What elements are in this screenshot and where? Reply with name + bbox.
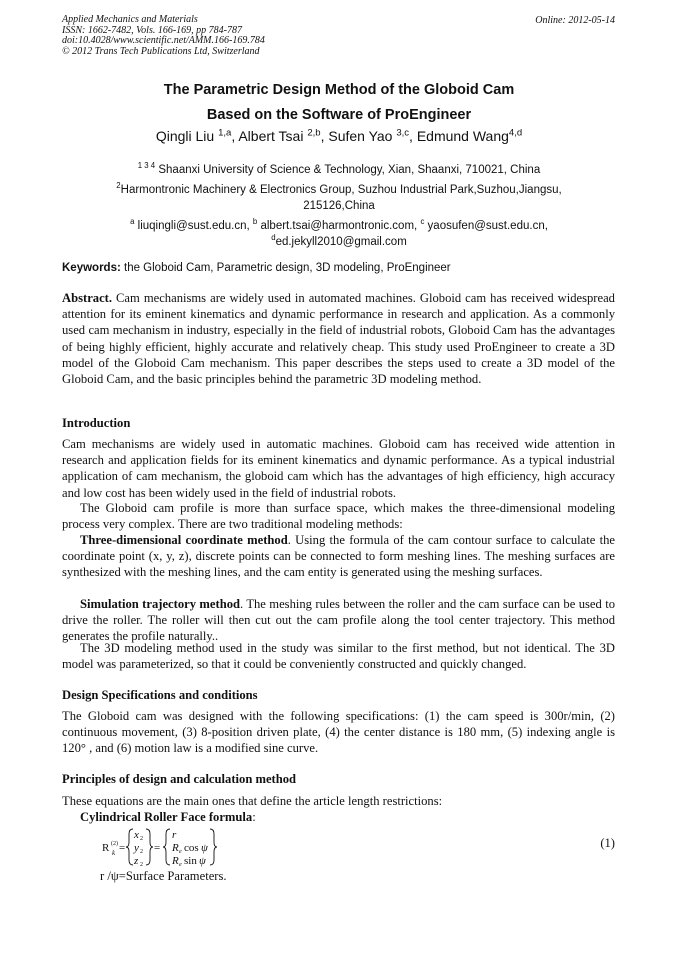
equation-1	[100, 826, 615, 868]
intro-paragraph-1: Cam mechanisms are widely used in automatic machines. Globoid cam has received wide attention in research and application fields for its eminent kinematics and dynamic performance. As a typical industrial application of cam mechanism, the globoid cam which has the advantages of high efficiency, high accuracy and low cost has been widely used in the field of industrial robots.	[62, 437, 615, 500]
keywords-text: the Globoid Cam, Parametric design, 3D modeling, ProEngineer	[124, 262, 451, 274]
section-heading-design: Design Specifications and conditions	[62, 688, 258, 702]
abstract-label: Abstract.	[62, 291, 113, 305]
svg-text:x: x	[134, 829, 139, 841]
svg-text:y: y	[134, 842, 139, 854]
email-block	[60, 218, 618, 250]
affiliation-text: Harmontronic Machinery & Electronics Group, Suzhou Industrial Park,Suzhou,Jiangsu,	[120, 184, 562, 196]
svg-text:k: k	[112, 849, 116, 857]
formula-caption	[80, 809, 480, 825]
intro-paragraph-5: The 3D modeling method used in the study was similar to the first method, but not identical. The 3D model was parameterized, so that it could be conveniently constructed and quickly changed.	[62, 641, 615, 672]
abstract	[62, 290, 615, 387]
email-a: liuqingli@sust.edu.cn,	[137, 220, 250, 232]
author-sup: 4,d	[508, 127, 523, 139]
affiliation-text: Shaanxi University of Science & Technology, Xian, Shaanxi, 710021, China	[158, 164, 541, 176]
formula-colon: :	[252, 810, 256, 824]
svg-text:e: e	[179, 862, 182, 868]
author-name: Edmund Wang	[416, 128, 509, 144]
svg-text:r: r	[172, 829, 177, 841]
author-name: Albert Tsai	[238, 128, 304, 144]
intro-paragraph-3	[62, 532, 615, 581]
svg-text:2: 2	[140, 849, 143, 855]
author-list: Qingli Liu $^{1,a}$, Albert Tsai $^{2,b}$, Sufen Yao $^{3,c}$, Edmund Wang$^{4,d}$	[155, 127, 523, 144]
issn-line: ISSN: 1662-7482, Vols. 166-169, pp 784-787	[62, 24, 242, 36]
equation-graphic	[100, 826, 240, 868]
email-sup: c	[420, 217, 425, 227]
keywords	[62, 262, 451, 274]
keywords-label: Keywords:	[62, 262, 121, 274]
svg-text:e: e	[179, 849, 182, 855]
equation-number: (1)	[600, 836, 615, 850]
author-sup: 2,b	[307, 127, 321, 139]
method-label: Three-dimensional coordinate method	[80, 533, 288, 547]
affiliation-2	[60, 182, 618, 214]
email-sup: b	[252, 217, 258, 227]
email-sup: d	[271, 233, 276, 243]
svg-text:R: R	[102, 842, 110, 854]
journal-name: Applied Mechanics and Materials	[62, 14, 198, 25]
email-b: albert.tsai@harmontronic.com,	[260, 220, 418, 232]
copyright-line: © 2012 Trans Tech Publications Ltd, Switzerland	[62, 45, 260, 57]
svg-text:z: z	[134, 855, 139, 867]
online-date: Online: 2012-05-14	[535, 15, 615, 26]
svg-text:2: 2	[140, 836, 143, 842]
principles-paragraph: These equations are the main ones that define the article length restrictions:	[62, 794, 443, 808]
affiliation-text: 215126,China	[303, 200, 375, 212]
abstract-text: Cam mechanisms are widely used in automated machines. Globoid cam has received widespread attention for its eminent kinematics and dynamic performance in research and application. As a commonly used cam mechanism in industry, especially in the field of industrial robots, Globoid Cam has the advantages of being highly efficient, highly accurate and relatively cheap. This study used ProEngineer to create a 3D model of the Globoid Cam mechanism. This paper describes the steps used to create a 3D model of the Globoid Cam, and the basic principles behind the parametric 3D modeling method.	[62, 291, 615, 387]
affiliation-sup: 1 3 4	[137, 161, 156, 171]
paper-title-line2: Based on the Software of ProEngineer	[206, 107, 472, 123]
method-text: . Using the formula of the cam contour surface to calculate the coordinate point (x, y, z), discrete points can be connected to form meshing lines. The meshing surfaces are synthesized with the meshing lines, and the cam entity is generated using the meshing surfaces.	[62, 533, 615, 580]
intro-paragraph-2: The Globoid cam profile is more than surface space, which makes the three-dimensional modeling process very complex. There are two traditional modeling methods:	[62, 501, 615, 532]
author-name: Sufen Yao	[328, 128, 393, 144]
svg-text:sin: sin	[184, 855, 197, 867]
author-name: Qingli Liu	[155, 128, 215, 144]
formula-label: Cylindrical Roller Face formula	[80, 810, 253, 824]
author-sup: 1,a	[218, 127, 232, 139]
intro-paragraph-4	[62, 596, 615, 645]
paper-title-line1: The Parametric Design Method of the Globoid Cam	[163, 82, 515, 98]
svg-text:ψ: ψ	[201, 842, 208, 854]
affiliation-sup: 2	[116, 181, 121, 191]
email-d: ed.jekyll2010@gmail.com	[275, 236, 407, 248]
email-c: yaosufen@sust.edu.cn,	[427, 220, 548, 232]
section-heading-introduction: Introduction	[62, 416, 131, 430]
equation-parameters: r /ψ=Surface Parameters.	[100, 869, 227, 883]
doi-line: doi:10.4028/www.scientific.net/AMM.166-169.784	[62, 35, 265, 46]
svg-text:ψ: ψ	[199, 855, 206, 867]
journal-header	[62, 15, 265, 57]
svg-text:R: R	[172, 855, 179, 867]
email-sup: a	[130, 217, 135, 227]
svg-text:=: =	[154, 842, 161, 854]
section-heading-principles: Principles of design and calculation method	[62, 772, 297, 786]
affiliation-1	[60, 162, 618, 178]
method-label: Simulation trajectory method	[80, 597, 240, 611]
svg-text:2: 2	[140, 862, 143, 868]
svg-text:(2): (2)	[111, 841, 118, 847]
design-paragraph: The Globoid cam was designed with the following specifications: (1) the cam speed is 300r/min, (2) continuous movement, (3) 8-position driven plate, (4) the center distance is 180 mm, (5) indexing angle is 120° , and (6) motion law is a modified sine curve.	[62, 709, 615, 756]
author-sup: 3,c	[396, 127, 410, 139]
svg-text:cos: cos	[184, 842, 199, 854]
method-text: . The meshing rules between the roller and the cam surface can be used to drive the roller. The roller will then cut out the cam profile along the tool center trajectory. This method generates the profile naturally..	[62, 597, 615, 644]
svg-text:R: R	[172, 842, 179, 854]
svg-text:=: =	[119, 842, 126, 854]
